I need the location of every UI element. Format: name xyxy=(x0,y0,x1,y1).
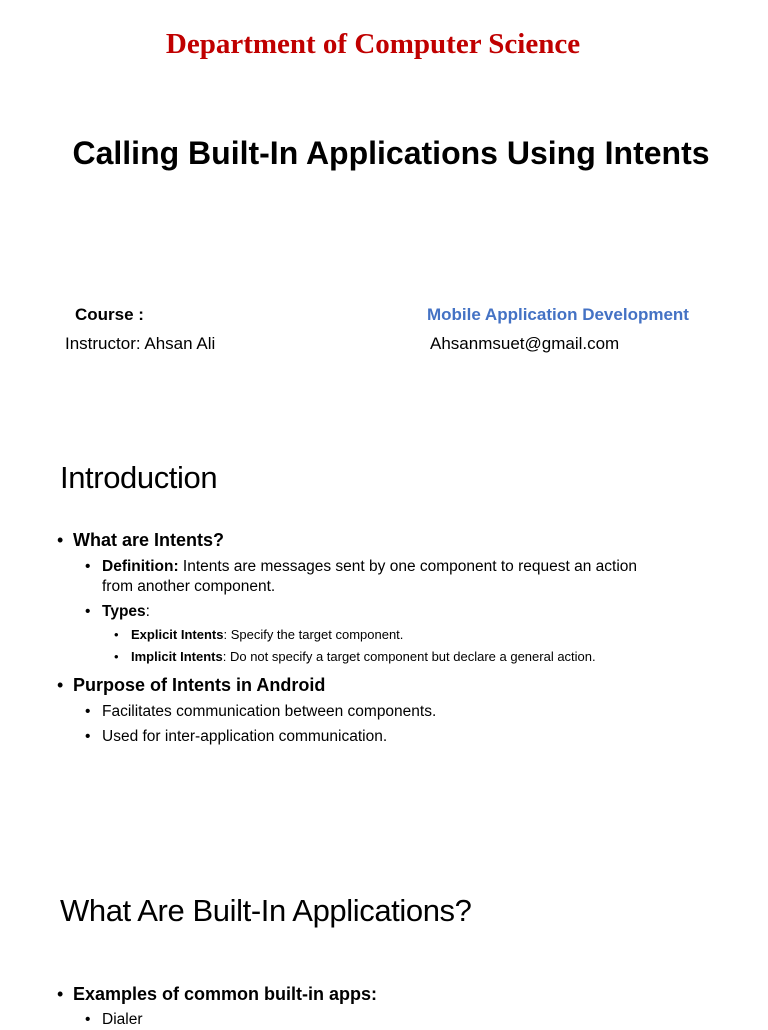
bullet-dot: • xyxy=(57,984,64,1004)
instructor-email: Ahsanmsuet@gmail.com xyxy=(430,334,620,353)
bullet-types: • Types: xyxy=(85,603,150,620)
definition-text-continued: from another component. xyxy=(102,578,276,595)
bullet-dot: • xyxy=(85,703,91,720)
explicit-label: Explicit Intents xyxy=(131,627,224,642)
bullet-dialer: • Dialer xyxy=(85,1011,143,1028)
course-label: Course : xyxy=(75,305,144,324)
bullet-purpose-item-2: • Used for inter-application communication. xyxy=(85,728,388,745)
builtin-apps-heading: What Are Built-In Applications? xyxy=(60,893,472,928)
definition-text: Intents are messages sent by one component to request an action xyxy=(178,558,638,575)
bullet-dot: • xyxy=(85,1011,91,1028)
bullet-dot: • xyxy=(85,558,91,575)
bullet-definition xyxy=(85,557,637,597)
implicit-label: Implicit Intents xyxy=(131,649,223,664)
bullet-what-are-intents: • What are Intents? xyxy=(57,530,225,550)
bullet-dot: • xyxy=(57,675,64,695)
department-title: Department of Computer Science xyxy=(165,28,581,60)
bullet-examples: • Examples of common built-in apps: xyxy=(57,984,378,1004)
implicit-text: : Do not specify a target component but declare a general action. xyxy=(222,649,596,664)
document-title: Calling Built-In Applications Using Intents xyxy=(72,135,710,171)
instructor-name: Instructor: Ahsan Ali xyxy=(65,334,216,353)
definition-label: Definition: xyxy=(102,558,179,575)
types-label: Types xyxy=(102,603,146,620)
bullet-explicit-intents xyxy=(114,627,403,642)
bullet-implicit-intents xyxy=(114,649,596,664)
bullet-dot: • xyxy=(57,530,64,550)
bullet-purpose-item-1: • Facilitates communication between components. xyxy=(85,703,437,720)
introduction-heading: Introduction xyxy=(60,460,218,495)
bullet-dot: • xyxy=(85,728,91,745)
bullet-dot: • xyxy=(85,603,91,620)
course-value: Mobile Application Development xyxy=(427,305,689,324)
bullet-dot: • xyxy=(114,627,119,642)
explicit-text: : Specify the target component. xyxy=(223,627,404,642)
bullet-dot: • xyxy=(114,649,119,664)
bullet-purpose-of-intents: • Purpose of Intents in Android xyxy=(57,675,326,695)
